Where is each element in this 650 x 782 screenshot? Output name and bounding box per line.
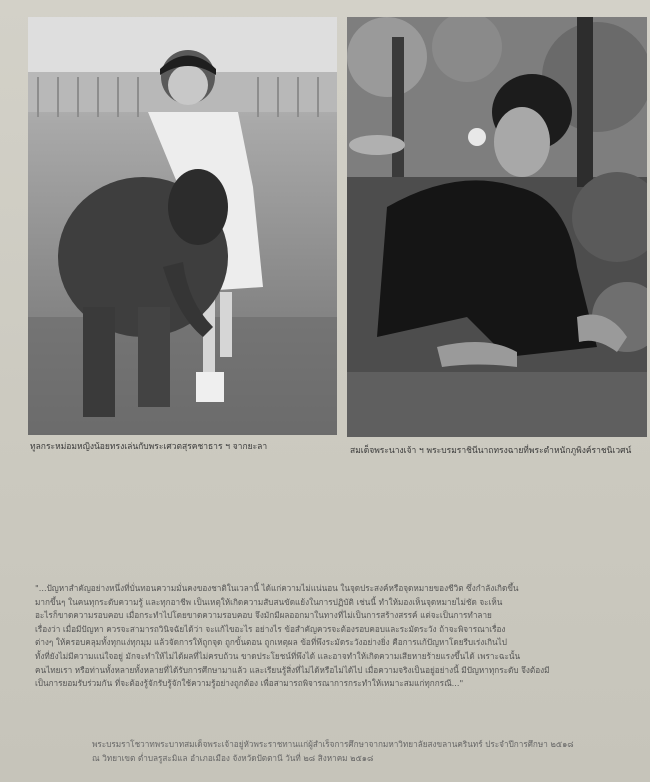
quote-line: เป็นการยอมรับร่วมกัน ที่จะต้องรู้จักรับรู้จักใช้ความรู้อย่างถูกต้อง เพื่อสามารถพิจารณาการกระทำให้เหมาะสมแก่ทุกกรณี..." — [35, 678, 464, 689]
quote-source-line: พระบรมราโชวาทพระบาทสมเด็จพระเจ้าอยู่หัวพระราชทานแก่ผู้สำเร็จการศึกษาจากมหาวิทยาลัยสงขลานครินทร์ ประจำปีการศึกษา ๒๕๑๘ — [92, 739, 574, 749]
quote-line: มากขึ้นๆ ในคนทุกระดับความรู้ และทุกอาชีพ เป็นเหตุให้เกิดความสับสนขัดแย้งในการปฏิบัติ เช่นนี้ ทำให้มองเห็นจุดหมายไม่ชัด จะเห็น — [35, 596, 503, 607]
photo-girl-with-baby-elephant — [28, 17, 337, 435]
quote-line: ทั้งที่ยังไม่มีความแน่ใจอยู่ มักจะทำให้ไม่ได้ผลที่ไม่ครบถ้วน ขาดประโยชน์ที่พึงได้ และอาจทำให้เกิดความเสียหายร้ายแรงขึ้นได้ เพราะฉะนั้น — [35, 650, 521, 661]
quote-source-date-line: ณ วิทยาเขต ต่ำบลรูสะมิแล อำเภอเมือง จังหวัดปัตตานี วันที่ ๒๘ สิงหาคม ๒๕๑๘ — [92, 753, 374, 763]
photo-queen-in-garden-image — [347, 17, 647, 437]
quote-line: "...ปัญหาสำคัญอย่างหนึ่งที่บั่นทอนความมั่นคงของชาติในเวลานี้ ได้แก่ความไม่แน่นอน ในจุดประสงค์หรือจุดหมายของชีวิต ซึ่งกำลังเกิดขึ้น — [35, 583, 519, 593]
quote-line: เรื่องว่า เมื่อมีปัญหา ควรจะสามารถวินิจฉัยได้ว่า จะแก้ไขอะไร อย่างไร ข้อสำคัญควรจะต้องรอบคอบและระมัดระวัง ถ้าจะพิจารณาเรื่อง — [35, 623, 506, 634]
caption-left-photo: ทูลกระหม่อมหญิงน้อยทรงเล่นกับพระเศวตสุรคชาธาร ฯ จากยะลา — [30, 442, 268, 452]
photo-girl-with-baby-elephant-image — [28, 17, 337, 435]
photo-queen-in-garden — [347, 17, 647, 437]
royal-speech-quote — [35, 582, 641, 691]
caption-right-photo: สมเด็จพระนางเจ้า ฯ พระบรมราชินีนาถทรงฉายที่พระตำหนักภูพิงค์ราชนิเวศน์ — [350, 446, 632, 456]
quote-line: ต่างๆ ให้ครอบคลุมทั้งทุกแง่ทุกมุม แล้วจัดการให้ถูกจุด ถูกขั้นตอน ถูกเหตุผล ข้อที่พึงระมัดระวังอย่างยิ่ง คือการแก้ปัญหาโดยรีบเร่งเกินไป — [35, 637, 507, 648]
quote-line: อะไรก็ขาดความรอบคอบ เมื่อกระทำไปโดยขาดความรอบคอบ จึงมักมีผลออกมาในทางที่ไม่เป็นการสร้างสรรค์ แต่จะเป็นการทำลาย — [35, 610, 492, 621]
quote-line: คนไทยเรา หรือท่านทั้งหลายทั้งหลายที่ได้รับการศึกษามาแล้ว และเรียนรู้สิ่งที่ไม่ได้หรือไม่ได้ไป เมื่อความจริงเป็นอยู่อย่างนี้ มีปัญหาทุกระดับ จึงต้องมี — [35, 664, 550, 675]
